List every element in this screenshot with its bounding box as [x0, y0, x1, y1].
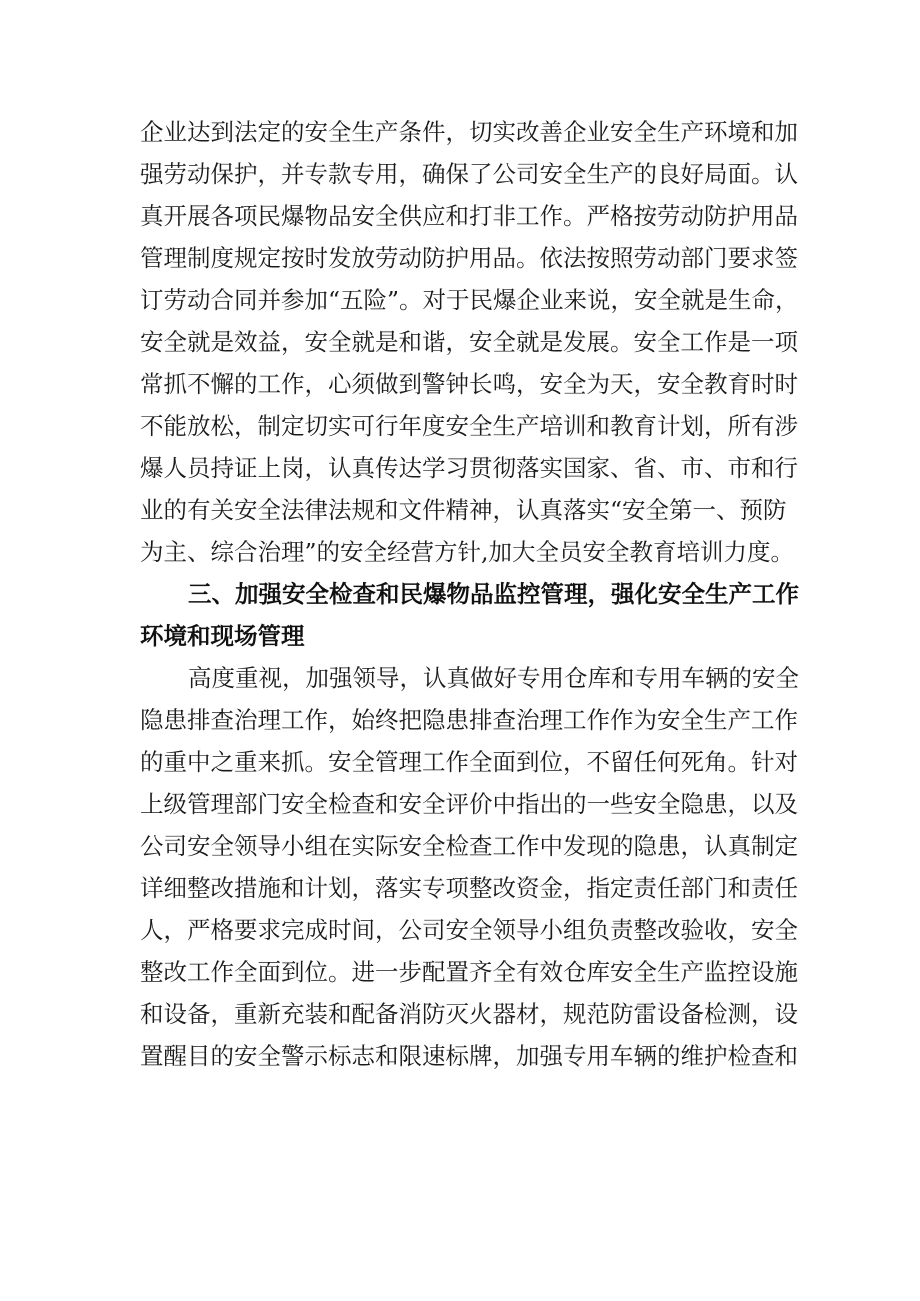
- text-line: 安全就是效益，安全就是和谐，安全就是发展。安全工作是一项: [140, 328, 798, 356]
- text-line: 不能放松，制定切实可行年度安全生产培训和教育计划，所有涉: [140, 412, 798, 440]
- text-line: 高度重视，加强领导，认真做好专用仓库和专用车辆的安全: [188, 664, 799, 692]
- text-line: 详细整改措施和计划，落实专项整改资金，指定责任部门和责任: [140, 874, 798, 902]
- text-line: 强劳动保护，并专款专用，确保了公司安全生产的良好局面。认: [140, 160, 798, 188]
- text-line: 管理制度规定按时发放劳动防护用品。依法按照劳动部门要求签: [140, 244, 798, 272]
- text-line: 业的有关安全法律法规和文件精神，认真落实“安全第一、预防: [140, 496, 787, 524]
- text-line: 上级管理部门安全检查和安全评价中指出的一些安全隐患，以及: [140, 790, 798, 818]
- text-line: 常抓不懈的工作，心须做到警钟长鸣，安全为天，安全教育时时: [140, 370, 798, 398]
- text-line: 隐患排查治理工作，始终把隐患排查治理工作作为安全生产工作: [140, 706, 798, 734]
- text-line: 和设备，重新充装和配备消防灭火器材，规范防雷设备检测，设: [140, 1000, 798, 1028]
- text-line: 置醒目的安全警示标志和限速标牌，加强专用车辆的维护检查和: [140, 1042, 798, 1070]
- text-line: 公司安全领导小组在实际安全检查工作中发现的隐患，认真制定: [140, 832, 798, 860]
- text-line: 人，严格要求完成时间，公司安全领导小组负责整改验收，安全: [140, 916, 798, 944]
- section-heading-line: 环境和现场管理: [140, 622, 305, 650]
- text-line: 爆人员持证上岗，认真传达学习贯彻落实国家、省、市、市和行: [140, 454, 798, 482]
- text-line: 为主、综合治理”的安全经营方针,加大全员安全教育培训力度。: [140, 538, 794, 566]
- section-heading-line: 三、加强安全检查和民爆物品监控管理，强化安全生产工作: [188, 580, 799, 608]
- text-line: 整改工作全面到位。进一步配置齐全有效仓库安全生产监控设施: [140, 958, 798, 986]
- text-line: 的重中之重来抓。安全管理工作全面到位，不留任何死角。针对: [140, 748, 798, 776]
- text-line: 订劳动合同并参加“五险”。对于民爆企业来说，安全就是生命，: [140, 286, 799, 314]
- text-line: 企业达到法定的安全生产条件，切实改善企业安全生产环境和加: [140, 118, 798, 146]
- text-line: 真开展各项民爆物品安全供应和打非工作。严格按劳动防护用品: [140, 202, 798, 230]
